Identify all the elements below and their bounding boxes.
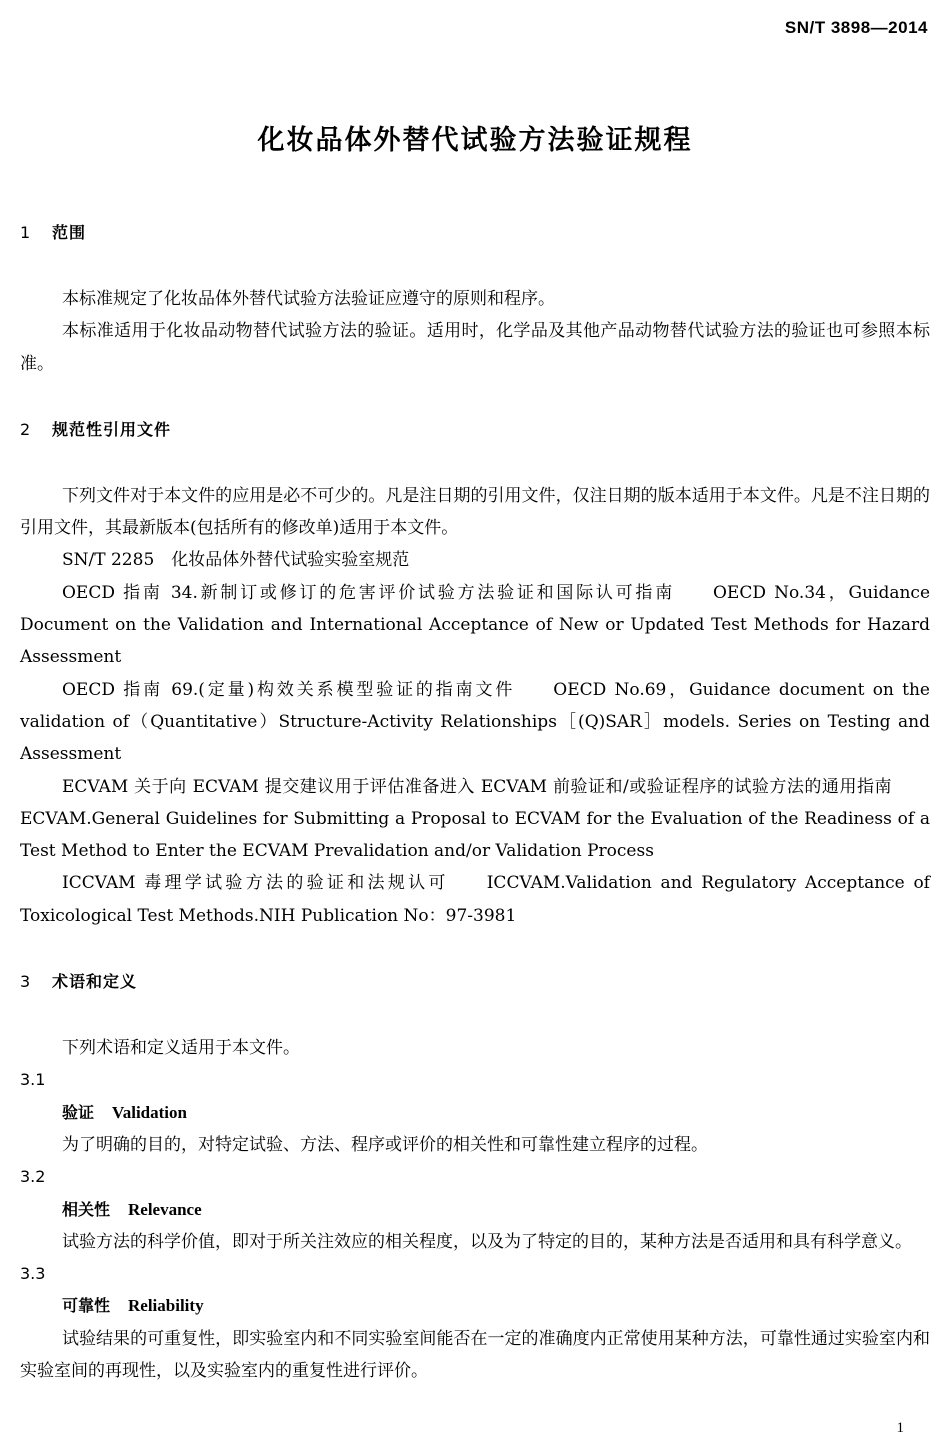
term-entry [20, 1194, 930, 1226]
document-title: 化妆品体外替代试验方法验证规程 [257, 125, 693, 156]
section-heading [20, 221, 930, 245]
standard-number: SN/T 3898—2014 [784, 18, 928, 37]
section-heading [20, 970, 930, 994]
reference-cn: OECD 指南 69.(定量)构效关系模型验证的指南文件 [62, 679, 516, 700]
section-number: 1 [20, 223, 32, 242]
term-en: Validation [112, 1102, 187, 1122]
reference-cn: OECD 指南 34.新制订或修订的危害评价试验方法验证和国际认可指南 [62, 582, 675, 603]
clause-number: 3.1 [20, 1070, 46, 1090]
term-definition: 试验结果的可重复性，即实验室内和不同实验室间能否在一定的准确度内正常使用某种方法，可靠性通过实验室内和实验室间的再现性，以及实验室内的重复性进行评价。 [20, 1328, 930, 1382]
section-title: 术语和定义 [52, 972, 138, 992]
reference-cn: ICCVAM 毒理学试验方法的验证和法规认可 [62, 873, 449, 894]
reference-en: ECVAM.General Guidelines for Submitting a Proposal to ECVAM for the Evaluation of the Readiness of a Test Method to Enter the ECVAM Prevalidation and/or Validation Process [20, 808, 930, 862]
paragraph: 本标准适用于化妆品动物替代试验方法的验证。适用时，化学品及其他产品动物替代试验方法的验证也可参照本标准。 [20, 321, 930, 374]
reference-en: OECD No.69，Guidance document on the validation of（Quantitative）Structure-Activity Relationships［(Q)SAR］models. Series on Testing and Assessment [20, 679, 930, 765]
page-number: 1 [896, 1420, 904, 1436]
term-cn: 可靠性 [62, 1296, 111, 1316]
section-title: 规范性引用文件 [52, 419, 172, 439]
reference-item [20, 867, 930, 932]
reference-item [20, 577, 930, 674]
term-cn: 验证 [62, 1102, 95, 1122]
reference-item [20, 544, 930, 576]
term-definition: 试验方法的科学价值，即对于所关注效应的相关程度，以及为了特定的目的，某种方法是否适用和具有科学意义。 [62, 1231, 912, 1252]
reference-en: OECD No.34，Guidance Document on the Validation and International Acceptance of New or Updated Test Methods for Hazard Assessment [20, 582, 931, 668]
clause-number: 3.2 [20, 1167, 46, 1187]
paragraph: 下列文件对于本文件的应用是必不可少的。凡是注日期的引用文件，仅注日期的版本适用于本文件。凡是不注日期的引用文件，其最新版本(包括所有的修改单)适用于本文件。 [20, 485, 930, 539]
reference-en: ICCVAM.Validation and Regulatory Acceptance of Toxicological Test Methods.NIH Publication No：97-3981 [20, 873, 930, 926]
term-en: Relevance [128, 1199, 202, 1219]
section-heading [20, 418, 930, 442]
reference-item [20, 771, 930, 868]
section-number: 2 [20, 419, 32, 439]
section-number: 3 [20, 972, 32, 992]
term-entry [20, 1097, 930, 1129]
document-body [20, 221, 930, 1387]
term-definition: 为了明确的目的，对特定试验、方法、程序或评价的相关性和可靠性建立程序的过程。 [62, 1134, 708, 1155]
paragraph: 本标准规定了化妆品体外替代试验方法验证应遵守的原则和程序。 [62, 289, 555, 309]
term-cn: 相关性 [62, 1199, 111, 1219]
reference-cn: ECVAM 关于向 ECVAM 提交建议用于评估准备进入 ECVAM 前验证和/或验证程序的试验方法的通用指南 [62, 776, 892, 797]
reference-cn: SN/T 2285 化妆品体外替代试验实验室规范 [62, 550, 410, 571]
term-entry [20, 1290, 930, 1322]
term-en: Reliability [128, 1296, 204, 1316]
paragraph: 下列术语和定义适用于本文件。 [62, 1038, 300, 1059]
clause-number: 3.3 [20, 1264, 46, 1284]
section-title: 范围 [52, 223, 87, 242]
reference-item [20, 674, 930, 771]
